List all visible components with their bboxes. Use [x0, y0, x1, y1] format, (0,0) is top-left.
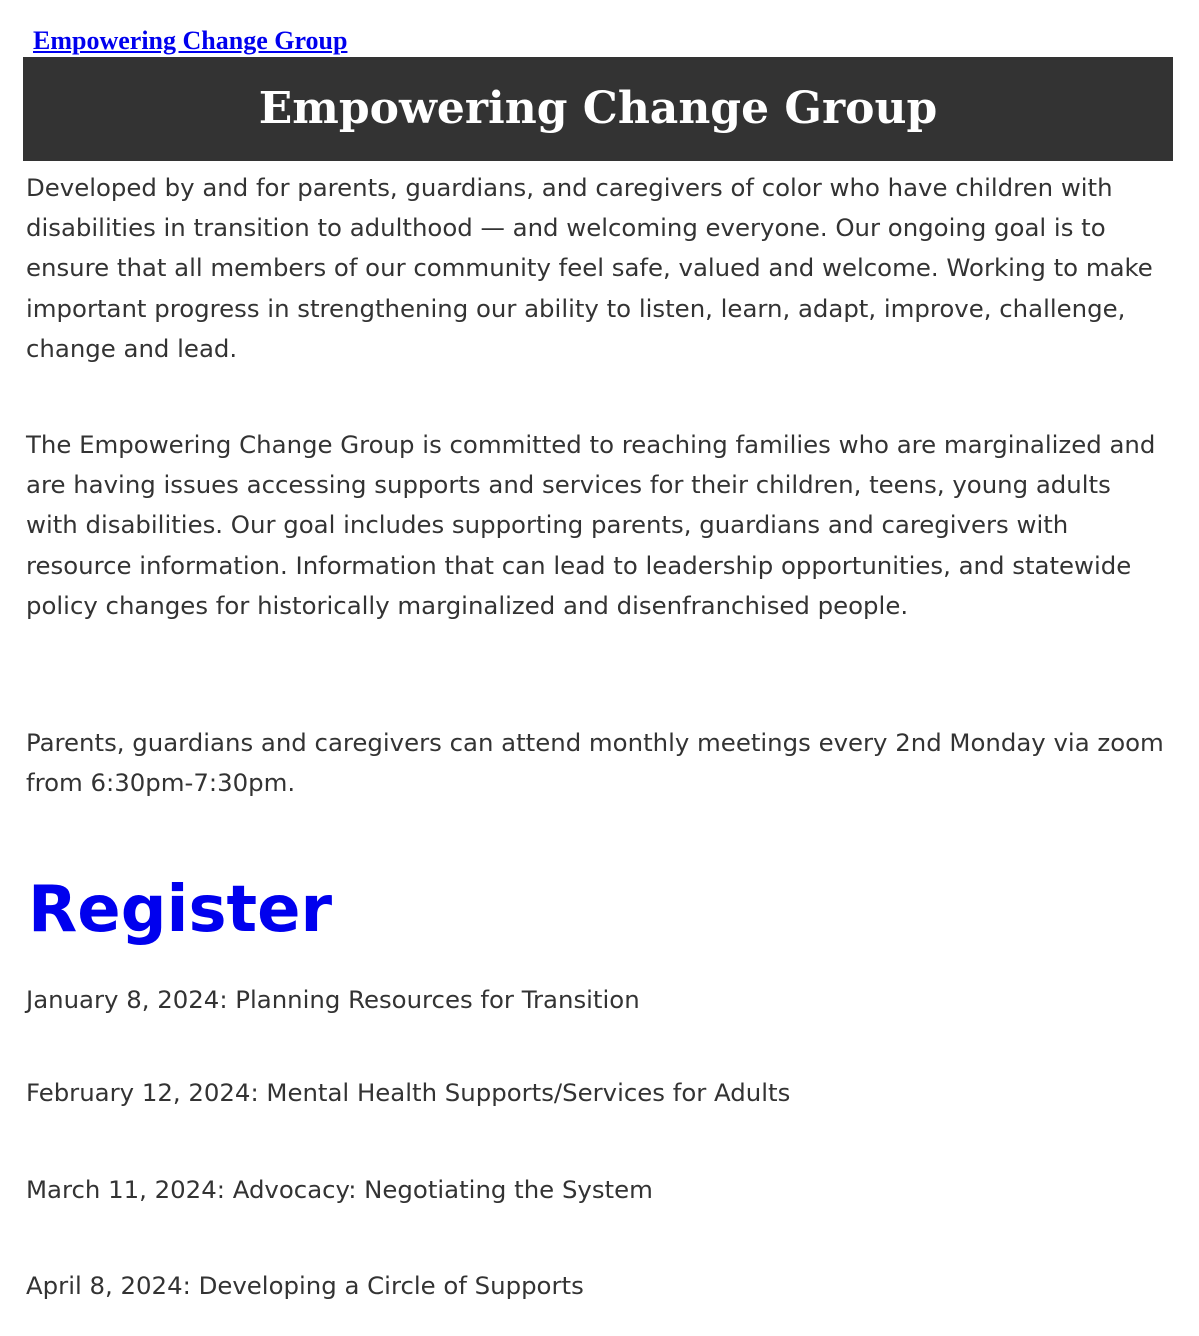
session-item-march: March 11, 2024: Advocacy: Negotiating the System — [26, 1175, 653, 1204]
org-home-link[interactable]: Empowering Change Group — [33, 26, 348, 55]
mission-paragraph: The Empowering Change Group is committed to reaching families who are marginalized and are having issues accessing supports and services for their children, teens, young adults with disabilities. Our goal includes supporting parents, guardians and caregivers with resource information. Information that can lead to leadership opportunities, and statewide policy changes for historically marginalized and disenfranchised people. — [26, 430, 1156, 620]
register-heading-link[interactable]: Register — [28, 873, 333, 947]
session-item-january: January 8, 2024: Planning Resources for Transition — [26, 985, 640, 1014]
intro-paragraph: Developed by and for parents, guardians, and caregivers of color who have children with disabilities in transition to adulthood — and welcoming everyone. Our ongoing goal is to ensure that all members of our community feel safe, valued and welcome. Working to make important progress in strengthening our ability to listen, learn, adapt, improve, challenge, change and lead. — [26, 173, 1153, 363]
page-title: Empowering Change Group — [258, 83, 938, 134]
session-item-april: April 8, 2024: Developing a Circle of Supports — [26, 1271, 584, 1300]
meeting-info-paragraph: Parents, guardians and caregivers can attend monthly meetings every 2nd Monday via zoom from 6:30pm-7:30pm. — [26, 728, 1164, 798]
session-item-february: February 12, 2024: Mental Health Supports/Services for Adults — [26, 1078, 791, 1107]
title-banner — [23, 57, 1173, 161]
